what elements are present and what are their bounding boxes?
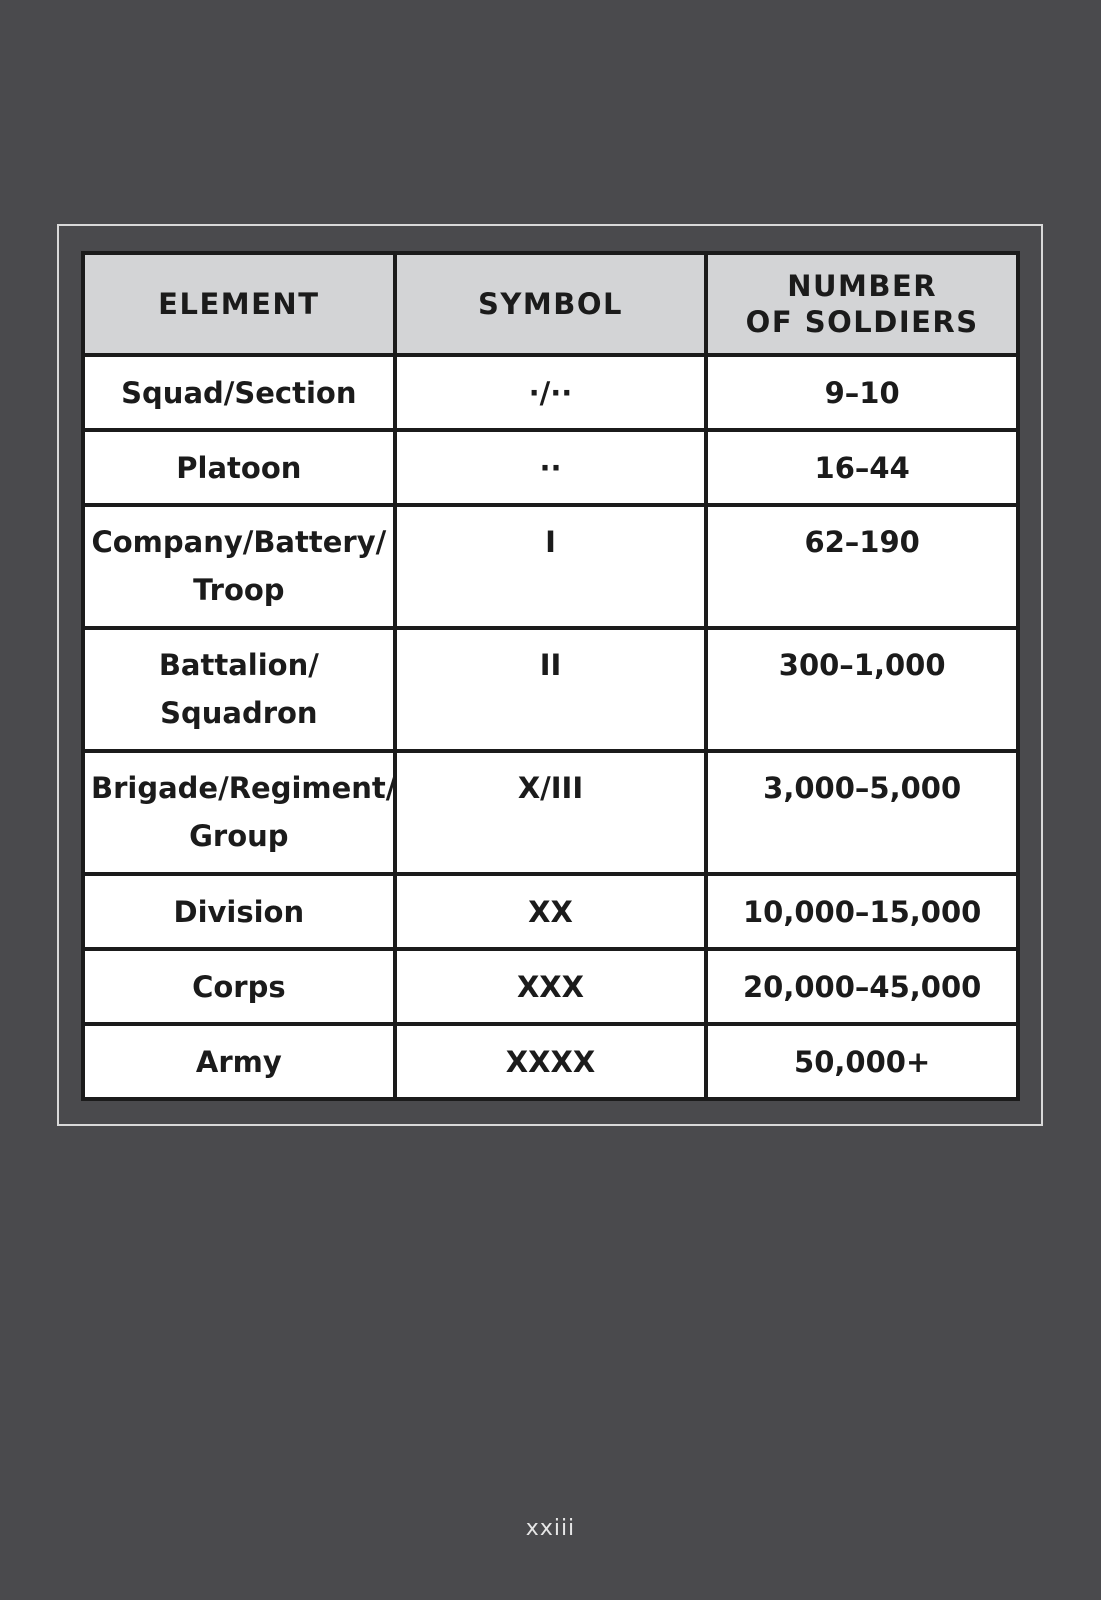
cell-symbol: I — [395, 505, 707, 628]
military-units-table — [81, 251, 1020, 1101]
cell-soldiers: 50,000+ — [706, 1024, 1018, 1099]
header-number-of-soldiers — [706, 253, 1018, 355]
header-soldiers-line2: OF SOLDIERS — [745, 305, 979, 339]
cell-element: Brigade/Regiment/ Group — [83, 751, 395, 874]
header-element: ELEMENT — [83, 253, 395, 355]
page-number: xxiii — [525, 1516, 576, 1541]
table-row — [83, 628, 1018, 751]
cell-element: Army — [83, 1024, 395, 1099]
cell-soldiers: 62–190 — [706, 505, 1018, 628]
table-row — [83, 355, 1018, 430]
table-row — [83, 430, 1018, 505]
cell-element: Platoon — [83, 430, 395, 505]
table-row — [83, 751, 1018, 874]
cell-soldiers: 9–10 — [706, 355, 1018, 430]
header-symbol: SYMBOL — [395, 253, 707, 355]
cell-element: Company/Battery/ Troop — [83, 505, 395, 628]
cell-symbol: ·/·· — [395, 355, 707, 430]
cell-element: Division — [83, 874, 395, 949]
header-soldiers-line1: NUMBER — [787, 268, 938, 303]
cell-soldiers: 20,000–45,000 — [706, 949, 1018, 1024]
cell-soldiers: 10,000–15,000 — [706, 874, 1018, 949]
cell-element: Squad/Section — [83, 355, 395, 430]
cell-symbol: XXX — [395, 949, 707, 1024]
table-row — [83, 1024, 1018, 1099]
table-row — [83, 874, 1018, 949]
cell-element: Battalion/ Squadron — [83, 628, 395, 751]
table-row — [83, 505, 1018, 628]
cell-soldiers: 16–44 — [706, 430, 1018, 505]
cell-symbol: ·· — [395, 430, 707, 505]
cell-symbol: XXXX — [395, 1024, 707, 1099]
cell-element: Corps — [83, 949, 395, 1024]
cell-soldiers: 3,000–5,000 — [706, 751, 1018, 874]
cell-symbol: II — [395, 628, 707, 751]
cell-symbol: XX — [395, 874, 707, 949]
table-row — [83, 949, 1018, 1024]
cell-soldiers: 300–1,000 — [706, 628, 1018, 751]
table-header-row — [83, 253, 1018, 355]
cell-symbol: X/III — [395, 751, 707, 874]
